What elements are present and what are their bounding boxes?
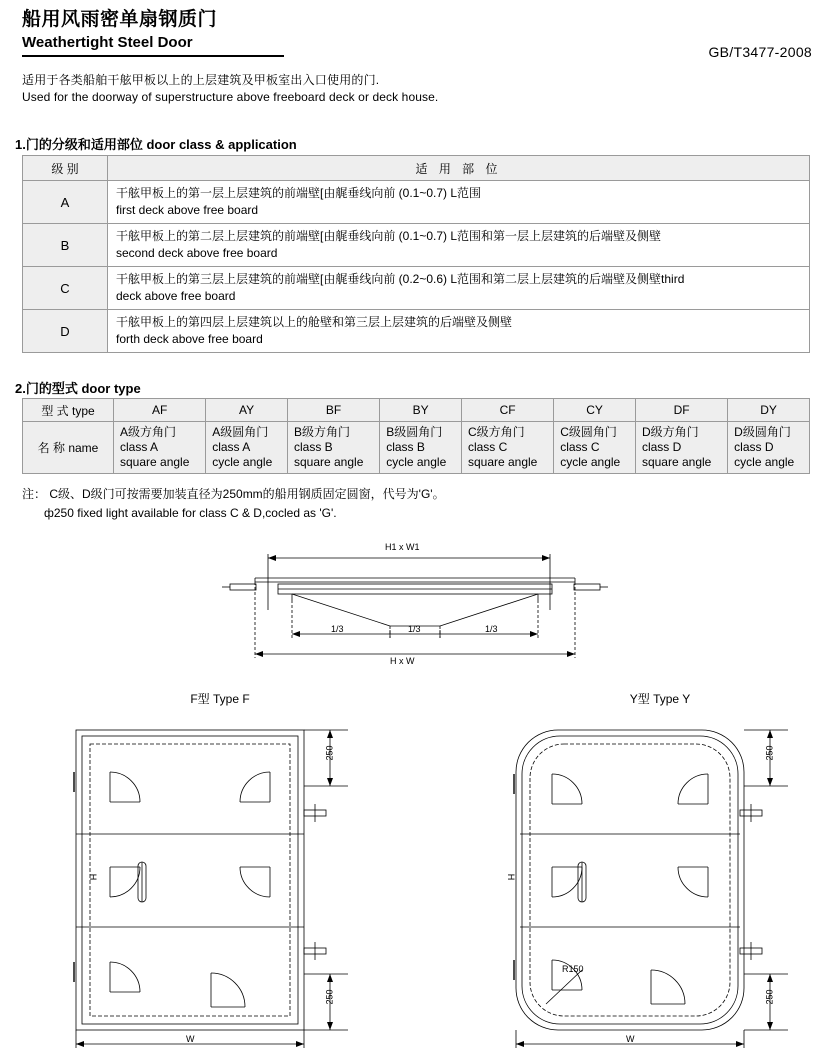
type-y-caption: Y型 Type Y [629, 692, 691, 706]
cell-class: D [23, 310, 108, 353]
table-row [23, 267, 810, 310]
dim-label-f-height: H [88, 873, 99, 881]
name-en1: class D [734, 440, 774, 454]
name-en1: class B [386, 440, 425, 454]
name-cell [461, 422, 553, 474]
name-cn: A级方角门 [120, 425, 177, 439]
cell-application-en: second deck above free board [116, 246, 278, 260]
cell-application-en: forth deck above free board [116, 332, 263, 346]
table-row [23, 310, 810, 353]
type-name-row [23, 422, 810, 474]
dim-label-third-2: 1/3 [408, 624, 421, 634]
dim-label-third-1: 1/3 [331, 624, 344, 634]
table-row [23, 181, 810, 224]
name-cell [728, 422, 810, 474]
cell-application [108, 181, 810, 224]
name-en2: cycle angle [212, 455, 273, 469]
name-cell [554, 422, 636, 474]
name-en1: class A [120, 440, 159, 454]
name-cn: D级方角门 [641, 425, 699, 439]
type-cell: CY [554, 399, 636, 422]
name-en1: class C [467, 440, 508, 454]
name-en1: class B [293, 440, 333, 454]
cell-application-en: deck above free board [116, 289, 236, 303]
cell-application [108, 310, 810, 353]
name-cn: C级方角门 [467, 425, 525, 439]
cell-application-cn: 干舷甲板上的第二层上层建筑的前端壁[由艉垂线向前 (0.1~0.7) L范围和第一层上层建筑的后端壁及侧壁 [116, 229, 662, 243]
name-cell [114, 422, 206, 474]
name-en1: class A [212, 440, 251, 454]
name-en2: square angle [293, 455, 364, 469]
name-cell [287, 422, 379, 474]
intro-block [22, 72, 812, 106]
name-cn: B级圆角门 [386, 425, 443, 439]
cell-application [108, 267, 810, 310]
cell-class: A [23, 181, 108, 224]
cell-application-cn: 干舷甲板上的第四层上层建筑以上的舱壁和第三层上层建筑的后端壁及侧壁 [116, 315, 513, 329]
intro-en: Used for the doorway of superstructure above freeboard deck or deck house. [22, 90, 439, 104]
door-class-table [22, 155, 810, 353]
dim-label-f-width: W [186, 1034, 195, 1044]
name-en2: square angle [641, 455, 712, 469]
name-cn: A级圆角门 [212, 425, 269, 439]
page-title-en: Weathertight Steel Door [22, 34, 193, 51]
dim-label-y-bottom-250: 250 [764, 989, 775, 1005]
type-cell: CF [461, 399, 553, 422]
intro-cn: 适用于各类船舶干舷甲板以上的上层建筑及甲板室出入口使用的门. [22, 73, 380, 87]
cell-application-en: first deck above free board [116, 203, 259, 217]
name-cell [635, 422, 727, 474]
name-cell [380, 422, 462, 474]
type-f-caption: F型 Type F [190, 692, 250, 706]
cell-class: C [23, 267, 108, 310]
cell-application-cn: 干舷甲板上的第三层上层建筑的前端壁[由艉垂线向前 (0.2~0.6) L范围和第二层上层建筑的后端壁及侧壁third [116, 272, 685, 286]
dim-label-y-top-250: 250 [764, 745, 775, 761]
name-en2: cycle angle [560, 455, 621, 469]
section-view-svg [200, 540, 630, 670]
name-en2: cycle angle [734, 455, 795, 469]
type-f-svg [60, 712, 360, 1052]
section-2-heading: 2.门的型式 door type [15, 381, 141, 396]
col-header-class: 级 别 [23, 156, 108, 181]
col-header-application: 适 用 部 位 [108, 156, 810, 181]
name-en1: class D [641, 440, 682, 454]
table-header-row [23, 156, 810, 181]
dim-label-hw: H x W [390, 656, 415, 666]
standard-number: GB/T3477-2008 [708, 44, 812, 60]
document-header [22, 8, 812, 60]
name-cn: B级方角门 [293, 425, 350, 439]
name-en2: cycle angle [386, 455, 447, 469]
dim-label-f-bottom-250: 250 [324, 989, 335, 1005]
name-en2: square angle [120, 455, 190, 469]
type-cell: AY [206, 399, 288, 422]
row-label-name: 名 称 name [23, 422, 114, 474]
dim-label-y-width: W [626, 1034, 635, 1044]
type-cell: DF [635, 399, 727, 422]
dim-label-y-height: H [506, 873, 517, 881]
name-cn: D级圆角门 [734, 425, 791, 439]
door-type-table [22, 398, 810, 474]
dim-label-y-radius: R150 [562, 964, 584, 974]
dim-label-third-3: 1/3 [485, 624, 498, 634]
name-en1: class C [560, 440, 600, 454]
section-view-drawing [200, 540, 630, 670]
note-line-cn: 注： C级、D级门可按需要加装直径为250mm的船用钢质固定圆窗，代号为'G'。 [22, 487, 445, 501]
type-cell: DY [728, 399, 810, 422]
type-f-drawing [60, 712, 360, 1052]
cell-application [108, 224, 810, 267]
name-en2: square angle [467, 455, 538, 469]
type-y-drawing [500, 712, 800, 1052]
note-block [22, 485, 445, 523]
dim-label-h1w1: H1 x W1 [385, 542, 420, 552]
type-header-row [23, 399, 810, 422]
title-underline [22, 55, 284, 57]
note-line-en: ф250 fixed light available for class C & D,cocled as 'G'. [44, 506, 337, 520]
dim-label-f-top-250: 250 [324, 745, 335, 761]
type-cell: BY [380, 399, 462, 422]
section-1-heading: 1.门的分级和适用部位 door class & application [15, 137, 297, 152]
type-cell: BF [287, 399, 379, 422]
type-y-svg [500, 712, 800, 1052]
name-cn: C级圆角门 [560, 425, 617, 439]
cell-class: B [23, 224, 108, 267]
cell-application-cn: 干舷甲板上的第一层上层建筑的前端壁[由艉垂线向前 (0.1~0.7) L范围 [116, 186, 482, 200]
name-cell [206, 422, 288, 474]
table-row [23, 224, 810, 267]
page-title-cn: 船用风雨密单扇钢质门 [22, 9, 218, 30]
type-cell: AF [114, 399, 206, 422]
row-label-type: 型 式 type [23, 399, 114, 422]
